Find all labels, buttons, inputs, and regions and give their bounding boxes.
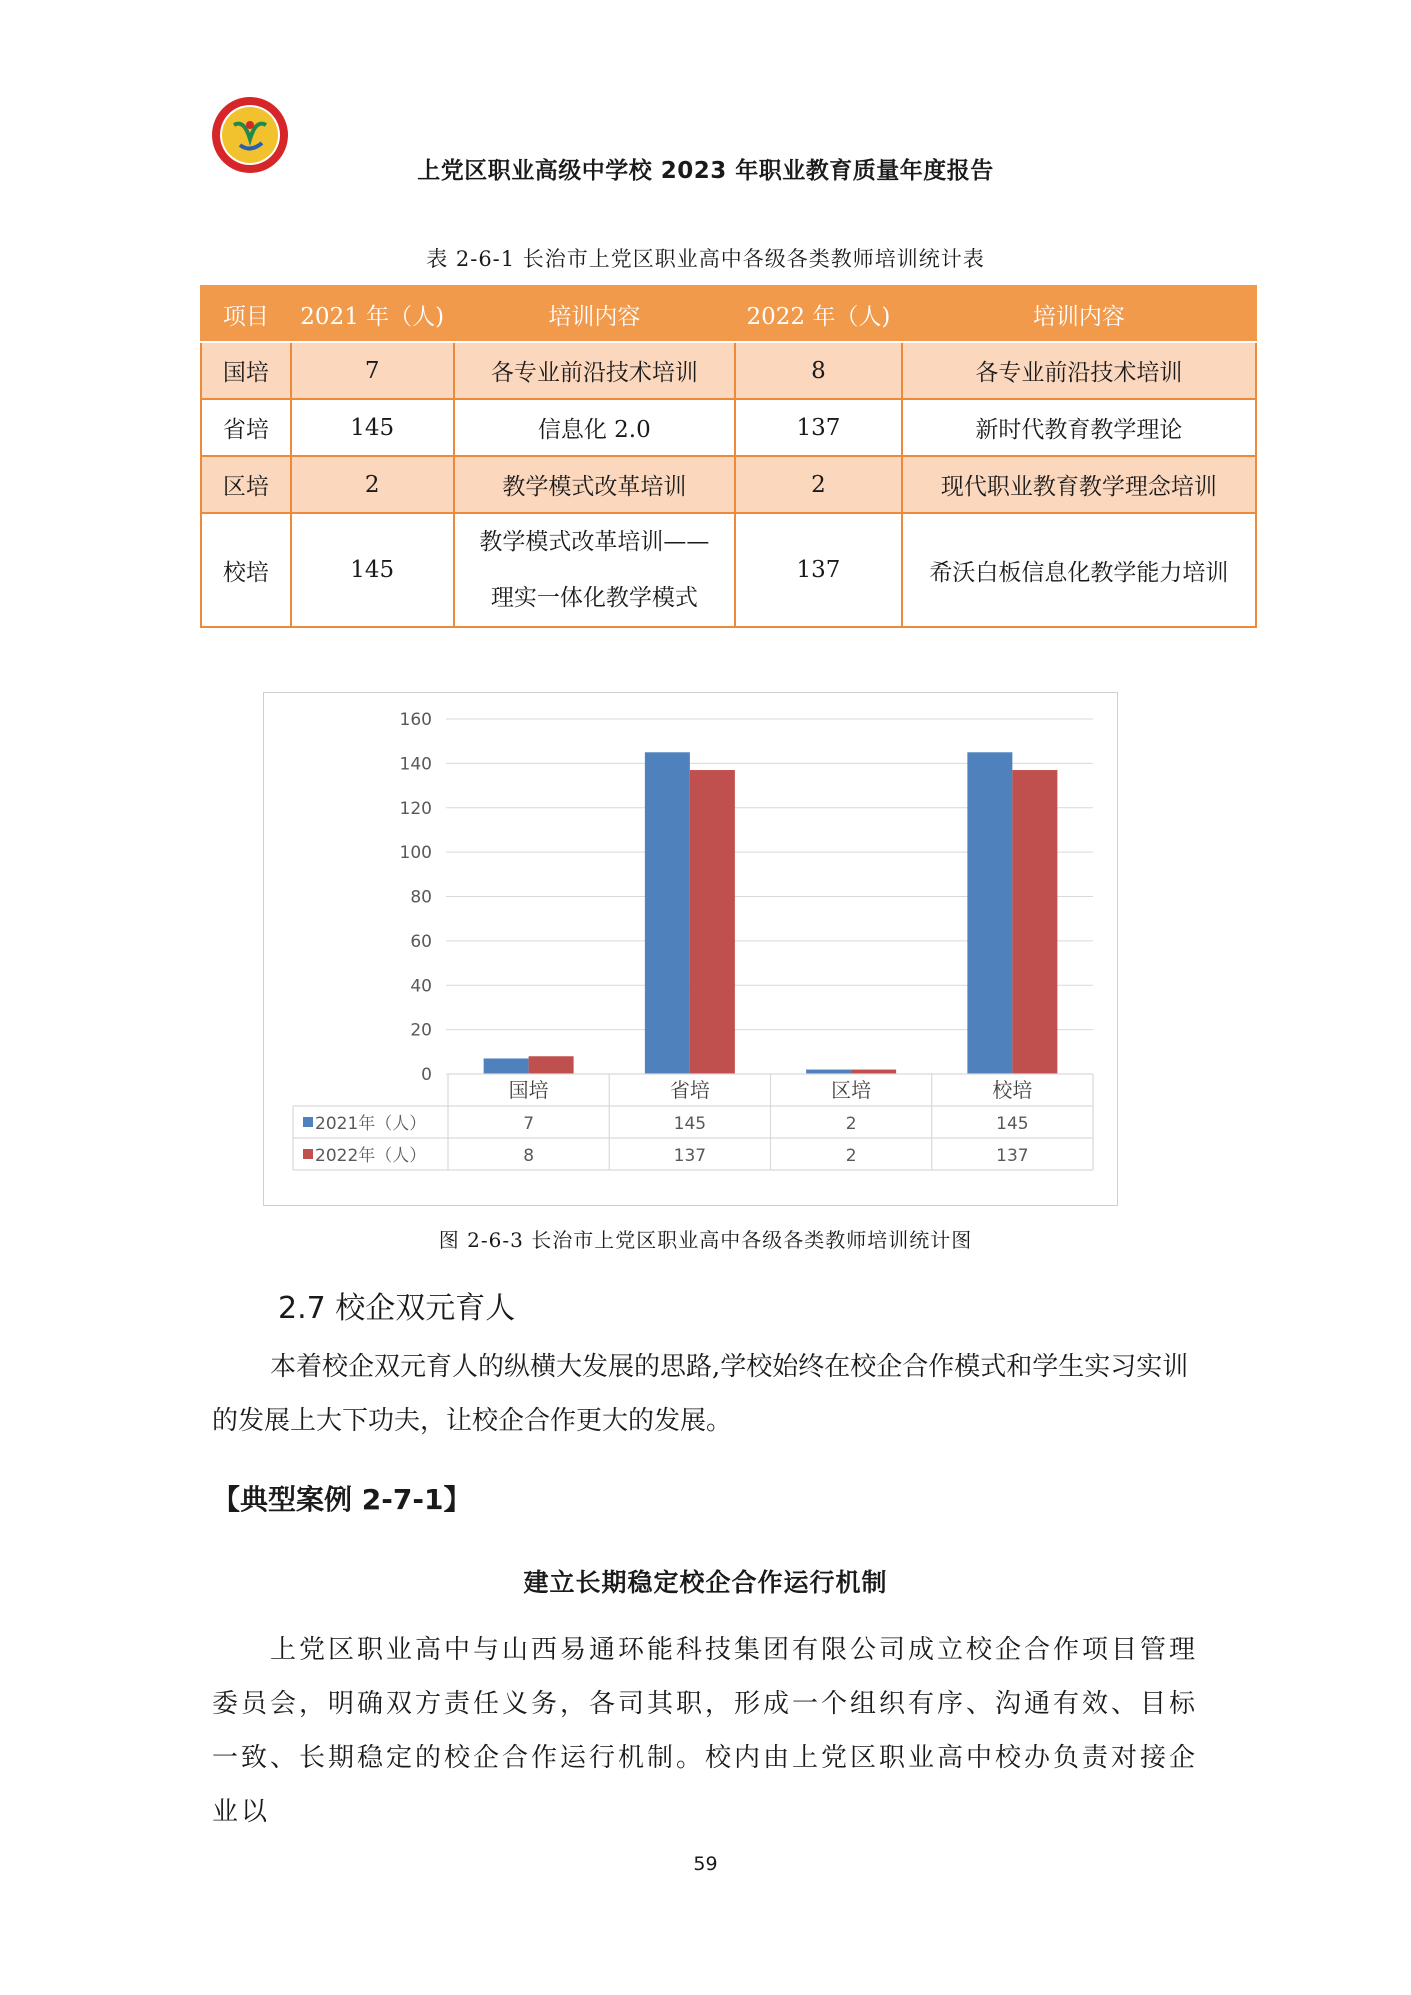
data-label: 8 (523, 1146, 535, 1166)
data-label: 145 (996, 1114, 1029, 1134)
cell-2022-content: 现代职业教育教学理念培训 (902, 456, 1256, 513)
bar-2021 (806, 1070, 851, 1074)
y-tick-label: 20 (410, 1020, 432, 1041)
training-bar-chart (263, 692, 1118, 1206)
table-caption: 表 2-6-1 长治市上党区职业高中各级各类教师培训统计表 (426, 247, 985, 271)
table-row (201, 513, 1256, 627)
legend-label: 2022年（人） (315, 1146, 427, 1166)
cell-2022-content: 各专业前沿技术培训 (902, 342, 1256, 399)
paragraph: 本着校企双元育人的纵横大发展的思路,学校始终在校企合作模式和学生实习实训的发展上大下功夫，让校企合作更大的发展。 (212, 1352, 1189, 1436)
data-label: 137 (996, 1146, 1029, 1166)
cell-2022-count: 2 (735, 456, 902, 513)
bar-2021 (967, 752, 1012, 1074)
header-2022-count: 2022 年（人) (735, 286, 902, 342)
y-tick-label: 100 (399, 843, 432, 864)
page-number: 59 (693, 1853, 718, 1875)
table-header-row (201, 286, 1256, 342)
legend-swatch (303, 1117, 313, 1127)
data-label: 7 (523, 1114, 535, 1134)
category-label: 区培 (831, 1078, 872, 1102)
bar-2021 (645, 752, 690, 1074)
y-tick-label: 140 (399, 754, 432, 775)
table-row (201, 456, 1256, 513)
training-statistics-table (200, 285, 1257, 628)
data-label: 2 (845, 1114, 857, 1134)
y-tick-label: 60 (410, 931, 432, 952)
cell-2021-content: 教学模式改革培训 (454, 456, 735, 513)
y-tick-label: 80 (410, 887, 432, 908)
header-2021-count: 2021 年（人) (291, 286, 454, 342)
cell-2022-count: 8 (735, 342, 902, 399)
header-2021-content: 培训内容 (454, 286, 735, 342)
bar-2021 (484, 1058, 529, 1074)
case-title: 【典型案例 2-7-1】 (212, 1483, 472, 1516)
paragraph: 上党区职业高中与山西易通环能科技集团有限公司成立校企合作项目管理委员会，明确双方责任义务，各司其职，形成一个组织有序、沟通有效、目标一致、长期稳定的校企合作运行机制。校内由上党区职业高中校办负责对接企业以 (212, 1635, 1199, 1827)
data-label: 137 (673, 1146, 707, 1166)
cell-item: 国培 (201, 342, 291, 399)
cell-2022-content: 新时代教育教学理论 (902, 399, 1256, 456)
cell-item: 省培 (201, 399, 291, 456)
y-tick-label: 120 (399, 798, 432, 819)
cell-item: 区培 (201, 456, 291, 513)
table-row (201, 399, 1256, 456)
bar-2022 (690, 770, 735, 1074)
data-label: 2 (845, 1146, 857, 1166)
cell-content-line: 理实一体化教学模式 (490, 585, 698, 611)
table-row (201, 342, 1256, 399)
cell-content-line: 教学模式改革培训—— (479, 529, 710, 555)
bar-2022 (1012, 770, 1057, 1074)
category-label: 省培 (669, 1078, 710, 1102)
header-item: 项目 (201, 286, 291, 342)
legend-label: 2021年（人） (315, 1114, 427, 1134)
cell-2021-count: 145 (291, 513, 454, 627)
case-subtitle: 建立长期稳定校企合作运行机制 (523, 1568, 888, 1597)
cell-2021-content (454, 513, 735, 627)
chart-caption: 图 2-6-3 长治市上党区职业高中各级各类教师培训统计图 (438, 1228, 973, 1252)
cell-2022-content: 希沃白板信息化教学能力培训 (902, 513, 1256, 627)
section-heading: 2.7 校企双元育人 (278, 1291, 516, 1326)
cell-2021-content: 信息化 2.0 (454, 399, 735, 456)
report-header-title: 上党区职业高级中学校 2023 年职业教育质量年度报告 (417, 158, 994, 184)
cell-2021-content: 各专业前沿技术培训 (454, 342, 735, 399)
category-label: 校培 (992, 1078, 1033, 1102)
cell-2022-count: 137 (735, 399, 902, 456)
bar-2022 (851, 1070, 896, 1074)
legend-swatch (303, 1149, 313, 1159)
cell-2021-count: 7 (291, 342, 454, 399)
cell-item: 校培 (201, 513, 291, 627)
cell-2022-count: 137 (735, 513, 902, 627)
y-tick-label: 40 (410, 976, 432, 997)
cell-2021-count: 2 (291, 456, 454, 513)
y-tick-label: 0 (421, 1065, 432, 1085)
data-label: 145 (673, 1114, 707, 1134)
category-label: 国培 (508, 1078, 549, 1102)
header-2022-content: 培训内容 (902, 286, 1256, 342)
cell-2021-count: 145 (291, 399, 454, 456)
bar-2022 (529, 1056, 574, 1074)
y-tick-label: 160 (399, 710, 432, 730)
